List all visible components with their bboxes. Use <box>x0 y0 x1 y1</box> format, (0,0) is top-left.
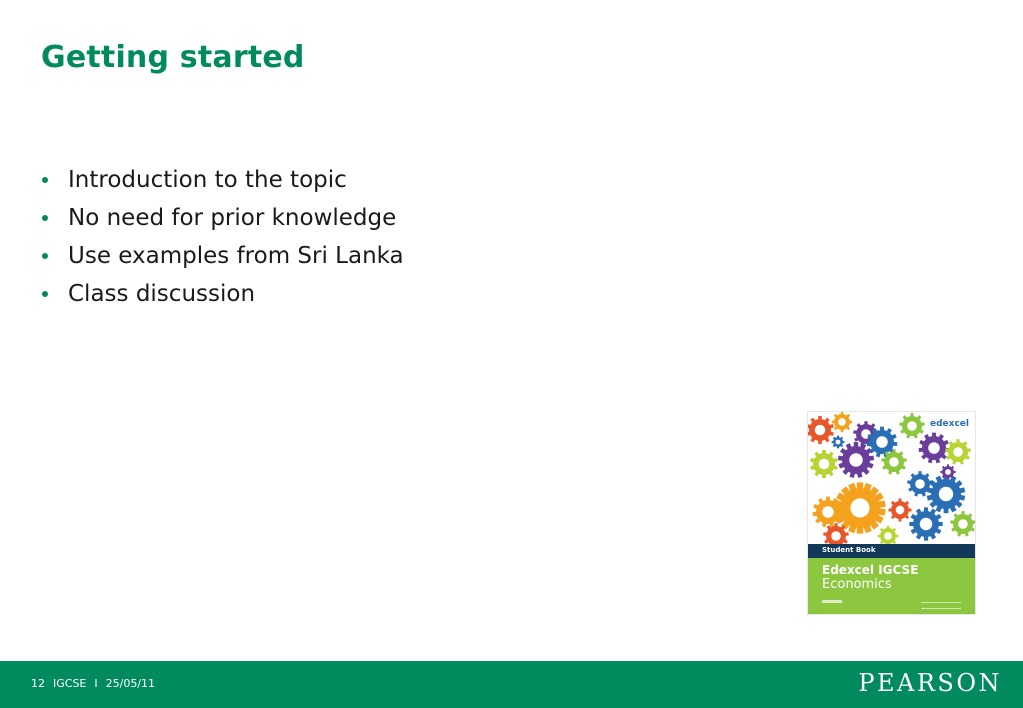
gear-icon <box>919 433 950 464</box>
bullet-dot-icon <box>42 253 48 259</box>
gear-icon <box>909 507 942 540</box>
gear-icon <box>838 442 874 478</box>
footer-date: 25/05/11 <box>105 677 156 690</box>
book-cover-image <box>808 412 975 614</box>
footer-separator: I <box>94 677 98 690</box>
footer-info <box>31 677 163 690</box>
gear-icon <box>878 526 898 544</box>
slide-title: Getting started <box>41 40 305 75</box>
footer-bar <box>0 661 1023 708</box>
gear-icon <box>881 449 907 474</box>
gears-illustration <box>808 412 975 544</box>
pearson-logo: PEARSON <box>858 669 1002 697</box>
bullet-dot-icon <box>42 291 48 297</box>
bullet-item <box>42 161 404 199</box>
gear-icon <box>945 439 971 464</box>
bullet-text: Use examples from Sri Lanka <box>68 243 404 269</box>
gear-icon <box>899 413 925 438</box>
bullet-item <box>42 237 404 275</box>
cover-small-print <box>921 602 961 609</box>
bullet-list <box>42 161 404 313</box>
page-number: 12 <box>31 677 45 690</box>
bullet-dot-icon <box>42 215 48 221</box>
cover-author-mark <box>822 600 842 603</box>
bullet-item <box>42 199 404 237</box>
gear-icon <box>940 464 955 479</box>
gear-icon <box>832 436 845 449</box>
gear-icon <box>927 475 966 513</box>
cover-title-line1: Edexcel IGCSE <box>822 563 919 577</box>
bullet-dot-icon <box>42 177 48 183</box>
cover-title-panel <box>808 558 975 614</box>
gear-icon <box>832 412 852 432</box>
gear-icon <box>907 471 933 496</box>
cover-title-line2: Economics <box>822 577 892 592</box>
course-label: IGCSE <box>53 677 87 690</box>
gear-icon <box>834 482 886 533</box>
gear-icon <box>950 511 975 536</box>
cover-band <box>808 544 975 558</box>
gear-icon <box>888 498 911 521</box>
bullet-item <box>42 275 404 313</box>
gear-icon <box>810 450 838 478</box>
bullet-text: Class discussion <box>68 281 256 307</box>
bullet-text: Introduction to the topic <box>68 167 347 193</box>
gear-icon <box>808 416 834 444</box>
publisher-logo: edexcel <box>930 419 969 429</box>
bullet-text: No need for prior knowledge <box>68 205 397 231</box>
cover-band-label: Student Book <box>822 546 876 554</box>
